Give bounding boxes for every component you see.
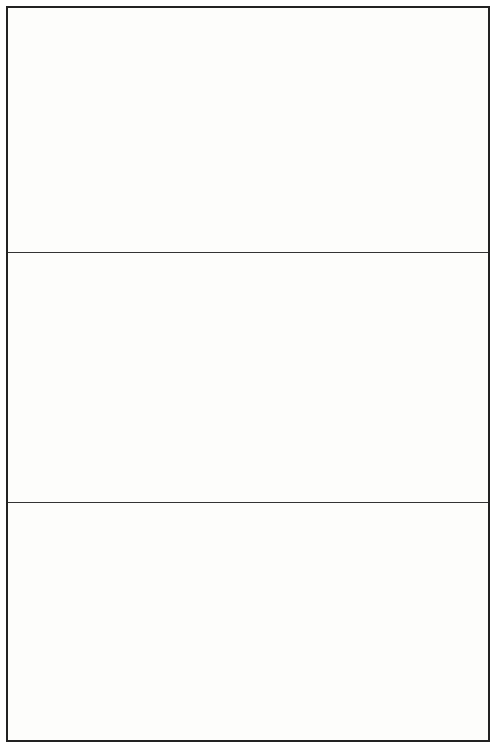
text-column bbox=[41, 259, 57, 496]
text-column bbox=[262, 259, 278, 496]
text-column bbox=[347, 509, 363, 734]
text-column bbox=[245, 509, 261, 734]
text-column bbox=[466, 14, 482, 246]
text-column bbox=[279, 509, 295, 734]
text-column bbox=[279, 259, 295, 496]
text-column bbox=[75, 509, 91, 734]
text-column bbox=[313, 509, 329, 734]
text-column bbox=[143, 509, 159, 734]
text-column bbox=[194, 259, 210, 496]
text-column bbox=[262, 14, 278, 246]
text-column bbox=[279, 14, 295, 246]
bottom-register bbox=[8, 503, 488, 740]
text-column bbox=[449, 14, 465, 246]
text-column bbox=[466, 259, 482, 496]
text-column bbox=[160, 14, 176, 246]
text-column bbox=[41, 14, 57, 246]
text-column bbox=[432, 509, 448, 734]
text-column bbox=[364, 259, 380, 496]
text-column bbox=[449, 259, 465, 496]
text-column bbox=[330, 509, 346, 734]
text-column bbox=[381, 259, 397, 496]
scripture-page bbox=[6, 6, 490, 742]
text-column bbox=[58, 259, 74, 496]
text-column bbox=[245, 259, 261, 496]
text-column bbox=[92, 14, 108, 246]
text-column bbox=[24, 259, 40, 496]
text-column bbox=[143, 14, 159, 246]
text-column bbox=[92, 259, 108, 496]
text-column bbox=[177, 259, 193, 496]
text-column bbox=[143, 259, 159, 496]
text-column bbox=[364, 14, 380, 246]
text-column bbox=[58, 509, 74, 734]
text-column bbox=[296, 259, 312, 496]
text-column bbox=[330, 14, 346, 246]
text-column bbox=[330, 259, 346, 496]
text-column bbox=[177, 509, 193, 734]
text-column bbox=[398, 14, 414, 246]
text-column bbox=[211, 14, 227, 246]
text-column bbox=[109, 259, 125, 496]
text-column bbox=[228, 509, 244, 734]
text-column bbox=[398, 259, 414, 496]
text-column bbox=[58, 14, 74, 246]
text-column bbox=[347, 259, 363, 496]
text-column bbox=[364, 509, 380, 734]
text-column bbox=[432, 14, 448, 246]
text-column bbox=[211, 259, 227, 496]
text-column bbox=[126, 14, 142, 246]
text-column bbox=[245, 14, 261, 246]
text-column bbox=[177, 14, 193, 246]
text-column bbox=[466, 509, 482, 734]
text-column bbox=[160, 509, 176, 734]
text-column bbox=[415, 509, 431, 734]
text-column bbox=[160, 259, 176, 496]
text-column bbox=[228, 14, 244, 246]
text-column bbox=[41, 509, 57, 734]
text-column bbox=[415, 259, 431, 496]
text-column bbox=[449, 509, 465, 734]
text-column bbox=[432, 259, 448, 496]
text-column bbox=[109, 14, 125, 246]
text-column bbox=[313, 14, 329, 246]
middle-register bbox=[8, 253, 488, 503]
text-column bbox=[109, 509, 125, 734]
text-column bbox=[228, 259, 244, 496]
text-column bbox=[381, 14, 397, 246]
text-column bbox=[126, 509, 142, 734]
text-column bbox=[415, 14, 431, 246]
text-column bbox=[126, 259, 142, 496]
text-column bbox=[24, 14, 40, 246]
text-column bbox=[194, 14, 210, 246]
text-column bbox=[296, 14, 312, 246]
top-register bbox=[8, 8, 488, 253]
text-column bbox=[211, 509, 227, 734]
text-column bbox=[24, 509, 40, 734]
text-column bbox=[381, 509, 397, 734]
text-column bbox=[296, 509, 312, 734]
text-column bbox=[92, 509, 108, 734]
text-column bbox=[194, 509, 210, 734]
text-column bbox=[313, 259, 329, 496]
text-column bbox=[75, 259, 91, 496]
text-column bbox=[75, 14, 91, 246]
text-column bbox=[398, 509, 414, 734]
text-column bbox=[262, 509, 278, 734]
text-column bbox=[347, 14, 363, 246]
